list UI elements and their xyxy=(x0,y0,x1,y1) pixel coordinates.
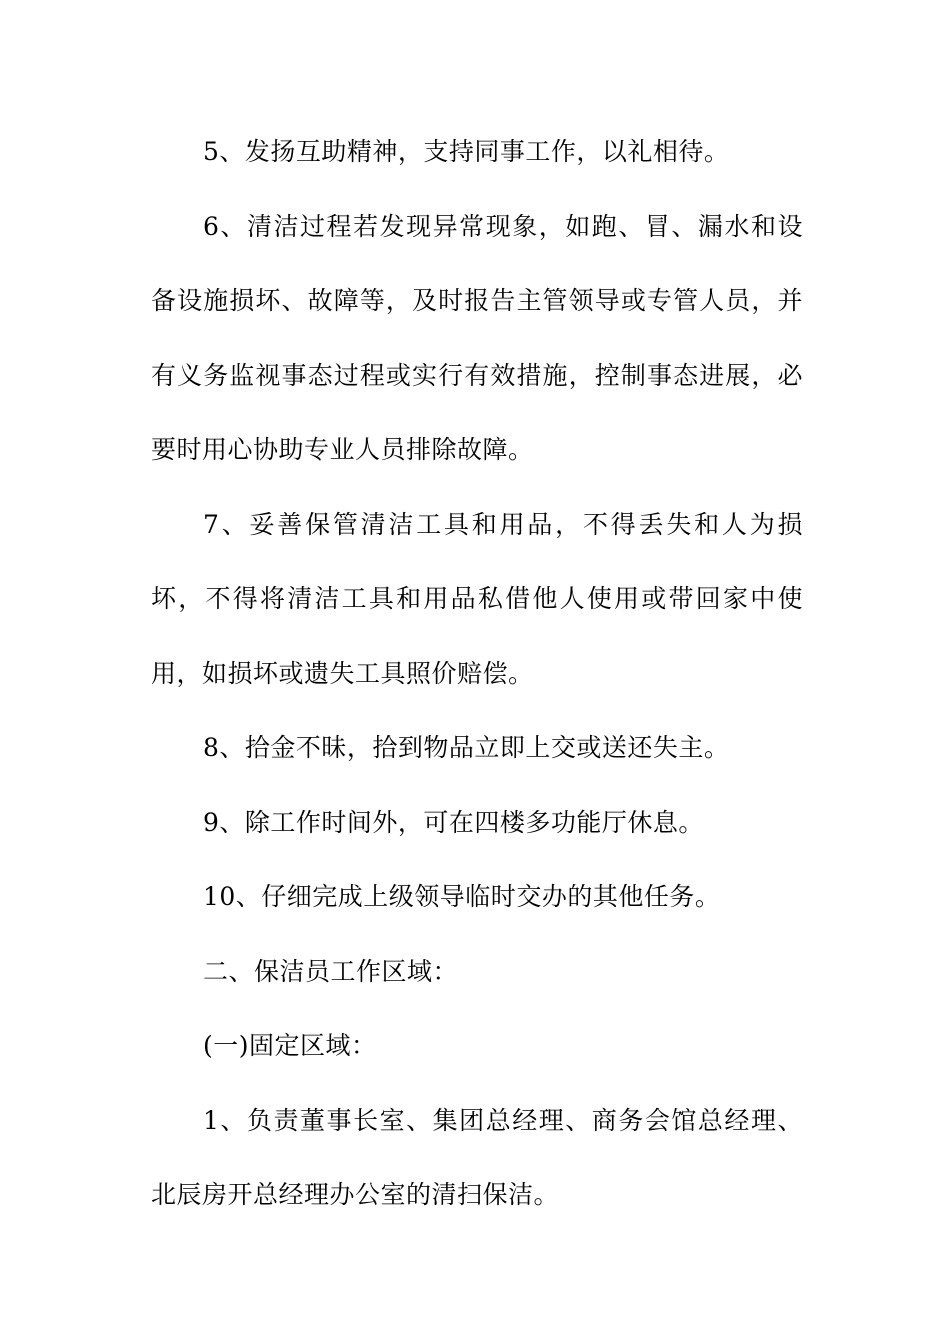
paragraph-item-9: 9、除工作时间外，可在四楼多功能厅休息。 xyxy=(203,807,704,837)
paragraph-item-5: 5、发扬互助精神，支持同事工作，以礼相待。 xyxy=(203,137,730,166)
paragraph-item-1: 1、负责董事长室、集团总经理、商务会馆总经理、北辰房开总经理办公室的清扫保洁。 xyxy=(151,1105,803,1209)
paragraph-item-6: 6、清洁过程若发现异常现象，如跑、冒、漏水和设备设施损坏、故障等，及时报告主管领导或专管人员，并有义务监视事态过程或实行有效措施，控制事态进展，必要时用心协助专业人员排除故障。 xyxy=(151,211,803,464)
paragraph-item-7: 7、妥善保管清洁工具和用品，不得丢失和人为损坏，不得将清洁工具和用品私借他人使用或带回家中使用，如损坏或遗失工具照价赔偿。 xyxy=(151,509,803,688)
paragraph-item-8: 8、拾金不昧，拾到物品立即上交或送还失主。 xyxy=(203,733,730,762)
document-body xyxy=(151,115,803,1233)
subsection-heading-fixed-area: (一)固定区域： xyxy=(203,1031,377,1060)
paragraph-item-10: 10、仔细完成上级领导临时交办的其他任务。 xyxy=(203,882,721,911)
section-heading-work-area: 二、保洁员工作区域： xyxy=(203,956,459,986)
